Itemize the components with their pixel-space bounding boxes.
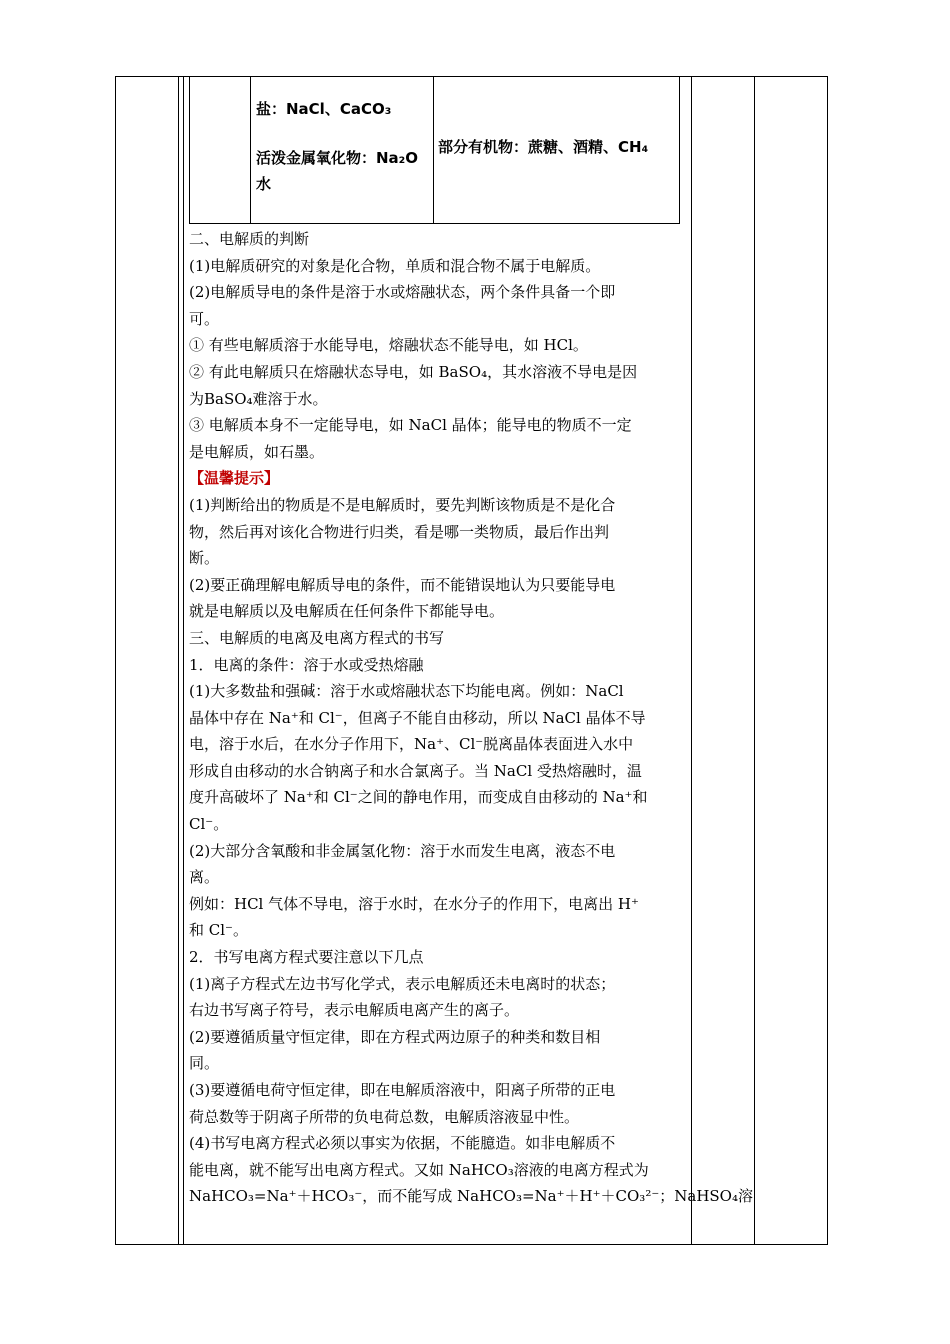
table-divider xyxy=(691,76,692,1244)
metal-oxide-text: 活泼金属氧化物：Na₂O xyxy=(256,149,418,167)
tip-heading: 【温馨提示】 xyxy=(189,469,280,488)
text-line: 例如：HCl 气体不导电，溶于水时，在水分子的作用下，电离出 H⁺ xyxy=(189,894,639,913)
electrolyte-table xyxy=(189,76,680,224)
text-line: 2．书写电离方程式要注意以下几点 xyxy=(189,948,424,967)
text-line: 三、电解质的电离及电离方程式的书写 xyxy=(189,628,445,647)
table-divider xyxy=(754,76,755,1244)
text-line: ③ 电解质本身不一定能导电，如 NaCl 晶体；能导电的物质不一定 xyxy=(189,416,632,435)
text-line: 晶体中存在 Na⁺和 Cl⁻，但离子不能自由移动，所以 NaCl 晶体不导 xyxy=(189,708,646,727)
text-line: NaHCO₃=Na⁺＋HCO₃⁻，而不能写成 NaHCO₃=Na⁺＋H⁺＋CO₃²⁻；NaHSO₄溶 xyxy=(189,1187,753,1206)
water-text: 水 xyxy=(256,175,272,193)
table-border-left xyxy=(115,76,116,1244)
text-line: (1)离子方程式左边书写化学式，表示电解质还未电离时的状态； xyxy=(189,974,616,993)
text-line: (3)要遵循电荷守恒定律，即在电解质溶液中，阳离子所带的正电 xyxy=(189,1081,616,1099)
text-line: (1)判断给出的物质是不是电解质时，要先判断该物质是不是化合 xyxy=(189,495,616,514)
text-line: (2)要遵循质量守恒定律，即在方程式两边原子的种类和数目相 xyxy=(189,1027,601,1046)
table-border-right xyxy=(827,76,828,1244)
text-line: Cl⁻。 xyxy=(189,815,229,834)
document-body xyxy=(189,226,753,1210)
text-line: 离。 xyxy=(189,868,220,887)
text-line: 物，然后再对该化合物进行归类，看是哪一类物质，最后作出判 xyxy=(189,522,610,541)
text-line: 电，溶于水后，在水分子作用下，Na⁺、Cl⁻脱离晶体表面进入水中 xyxy=(189,735,634,754)
text-line: (1)大多数盐和强碱：溶于水或熔融状态下均能电离。例如：NaCl xyxy=(189,682,624,701)
text-line: 度升高破坏了 Na⁺和 Cl⁻之间的静电作用，而变成自由移动的 Na⁺和 xyxy=(189,788,648,807)
text-line: (4)书写电离方程式必须以事实为依据，不能臆造。如非电解质不 xyxy=(189,1134,616,1153)
text-line: ② 有此电解质只在熔融状态导电，如 BaSO₄，其水溶液不导电是因 xyxy=(189,362,638,381)
text-line: 形成自由移动的水合钠离子和水合氯离子。当 NaCl 受热熔融时，温 xyxy=(189,761,642,780)
salt-text: 盐：NaCl、CaCO₃ xyxy=(256,100,392,118)
cell-divider xyxy=(433,77,434,223)
table-border-bottom xyxy=(115,1244,828,1245)
table-divider xyxy=(183,76,184,1244)
text-line: 同。 xyxy=(189,1054,220,1073)
text-line: 为BaSO₄难溶于水。 xyxy=(189,389,328,408)
text-line: 二、电解质的判断 xyxy=(189,230,310,248)
text-line: 右边书写离子符号，表示电解质电离产生的离子。 xyxy=(189,1001,520,1020)
text-line: 就是电解质以及电解质在任何条件下都能导电。 xyxy=(189,602,505,621)
text-line: 能电离，就不能写出电离方程式。又如 NaHCO₃溶液的电离方程式为 xyxy=(189,1160,649,1179)
text-line: 1．电离的条件：溶于水或受热熔融 xyxy=(189,655,424,674)
text-line: (2)要正确理解电解质导电的条件，而不能错误地认为只要能导电 xyxy=(189,575,616,594)
cell-divider xyxy=(250,77,251,223)
text-line: 荷总数等于阴离子所带的负电荷总数，电解质溶液显中性。 xyxy=(189,1107,580,1126)
organic-text: 部分有机物：蔗糖、酒精、CH₄ xyxy=(438,138,649,156)
text-line: (1)电解质研究的对象是化合物，单质和混合物不属于电解质。 xyxy=(189,256,601,275)
text-line: 是电解质，如石墨。 xyxy=(189,442,325,461)
text-line: (2)电解质导电的条件是溶于水或熔融状态，两个条件具备一个即 xyxy=(189,283,616,302)
text-line: (2)大部分含氧酸和非金属氢化物：溶于水而发生电离，液态不电 xyxy=(189,841,616,860)
table-divider xyxy=(178,76,179,1244)
text-line: 可。 xyxy=(189,309,220,328)
text-line: 和 Cl⁻。 xyxy=(189,921,248,940)
text-line: 断。 xyxy=(189,549,220,568)
text-line: ① 有些电解质溶于水能导电，熔融状态不能导电，如 HCl。 xyxy=(189,336,588,355)
